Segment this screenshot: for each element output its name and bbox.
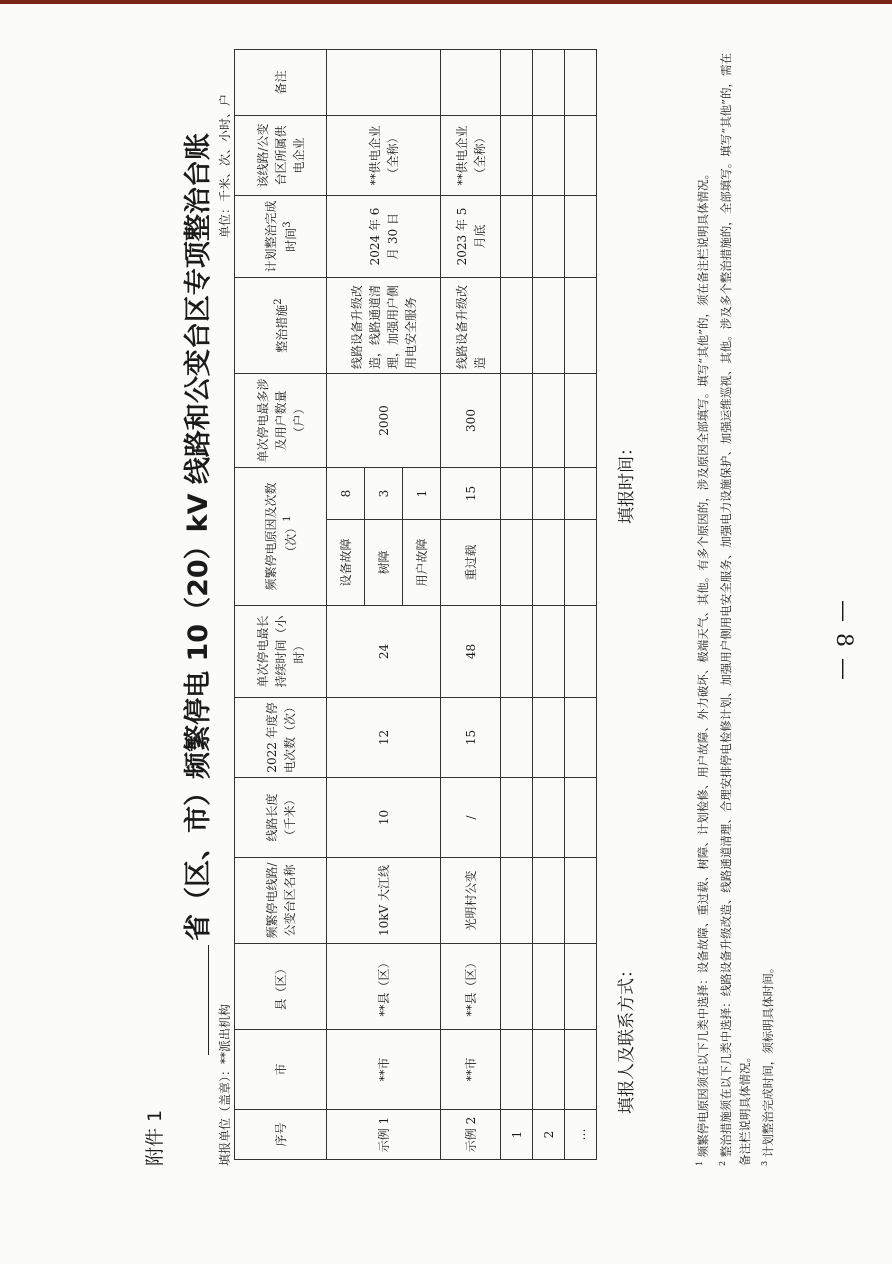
- header-max-users: 单次停电最多涉及用户数量（户）: [235, 374, 327, 468]
- header-plan-time-text: 计划整治完成时间: [263, 200, 298, 273]
- table-row: [501, 50, 533, 1160]
- footnote-3-sup: 3: [759, 1160, 769, 1166]
- header-city: 市: [235, 1030, 327, 1110]
- footnotes: [690, 46, 777, 1166]
- cell-empty: [501, 196, 533, 278]
- cell-empty: [501, 606, 533, 698]
- cell-empty: [501, 50, 533, 116]
- table-row: [565, 50, 597, 1160]
- cell-empty: [501, 944, 533, 1030]
- header-outages-2022: 2022 年度停电次数（次）: [235, 698, 327, 778]
- header-measures-text: 整治措施: [274, 304, 289, 353]
- cell-empty: [533, 374, 565, 468]
- footnote-1: [690, 46, 713, 1166]
- cell-empty: [565, 1030, 597, 1110]
- cell-reason-count: 3: [365, 468, 403, 520]
- footnote-2-text: 整治措施须在以下几类中选择：线路设备升级改造、线路通道清理、合理安排停电检修计划、加强用户侧用电安全服务、加强电力设施保护、加强运维巡视、其他。涉及多个整治措施的，全部填写。填写“其他”的，需在备注栏说明具体情况。: [718, 53, 752, 1166]
- footnote-1-text: 频繁停电原因须在以下几类中选择：设备故障、重过载、树障、计划检修、用户故障、外力破坏、极端天气、其他。有多个原因的，涉及原因全部填写。填写“其他”的，须在备注栏说明具体情况。: [695, 168, 710, 1158]
- header-max-duration: 单次停电最长持续时间（小时）: [235, 606, 327, 698]
- header-enterprise: 该线路/公变台区所属供电企业: [235, 116, 327, 196]
- cell-measures: 线路设备升级改造: [441, 278, 501, 374]
- cell-length: 10: [327, 778, 441, 858]
- cell-enterprise: **供电企业（全称）: [327, 116, 441, 196]
- cell-empty: [565, 374, 597, 468]
- cell-empty: [501, 116, 533, 196]
- cell-max-duration: 48: [441, 606, 501, 698]
- cell-city: **市: [327, 1030, 441, 1110]
- cell-empty: [533, 468, 565, 520]
- cell-empty: [533, 196, 565, 278]
- cell-empty: [565, 196, 597, 278]
- cell-empty: [533, 116, 565, 196]
- footnote-3: [755, 46, 778, 1166]
- header-plan-time: [235, 196, 327, 278]
- cell-empty: [565, 278, 597, 374]
- page-number: — 8 —: [831, 600, 856, 682]
- cell-empty: [565, 116, 597, 196]
- cell-outages-2022: 12: [327, 698, 441, 778]
- cell-county: **县（区）: [441, 944, 501, 1030]
- cell-reason-count: 15: [441, 468, 501, 520]
- cell-reason-name: 设备故障: [327, 520, 365, 606]
- table-row: [533, 50, 565, 1160]
- cell-max-users: 300: [441, 374, 501, 468]
- cell-empty: [565, 468, 597, 520]
- cell-seq: 示例 1: [327, 1110, 441, 1160]
- cell-empty: [501, 374, 533, 468]
- cell-empty: [565, 778, 597, 858]
- header-county: 县（区）: [235, 944, 327, 1030]
- appendix-label: 附件 1: [144, 1109, 166, 1166]
- cell-empty: [501, 468, 533, 520]
- cell-seq: 2: [533, 1110, 565, 1160]
- fill-time: 填报时间：: [617, 439, 637, 524]
- cell-empty: [533, 1030, 565, 1110]
- cell-empty: [533, 520, 565, 606]
- filler-unit: 填报单位（盖章）：**派出机构: [218, 1003, 232, 1166]
- header-plan-time-sup: 3: [281, 221, 293, 228]
- cell-remark: [327, 50, 441, 116]
- cell-reason-name: 树障: [365, 520, 403, 606]
- cell-county: **县（区）: [327, 944, 441, 1030]
- cell-city: **市: [441, 1030, 501, 1110]
- footnote-1-sup: 1: [695, 1160, 704, 1166]
- cell-empty: [501, 1030, 533, 1110]
- cell-empty: [565, 520, 597, 606]
- cell-max-duration: 24: [327, 606, 441, 698]
- header-seq: 序号: [235, 1110, 327, 1160]
- cell-line-name: 10kV 大江线: [327, 858, 441, 944]
- cell-empty: [565, 858, 597, 944]
- title-text: 省（区、市）频繁停电 10（20）kV 线路和公变台区专项整治台账: [183, 133, 214, 941]
- cell-seq: 示例 2: [441, 1110, 501, 1160]
- cell-enterprise: **供电企业（全称）: [441, 116, 501, 196]
- province-blank: [186, 945, 209, 1055]
- header-reason: [235, 468, 327, 606]
- cell-empty: [501, 698, 533, 778]
- cell-empty: [501, 858, 533, 944]
- cell-empty: [565, 698, 597, 778]
- cell-reason-count: 8: [327, 468, 365, 520]
- cell-empty: [533, 50, 565, 116]
- cell-empty: [533, 606, 565, 698]
- header-measures: [235, 278, 327, 374]
- ledger-table: [234, 49, 597, 1160]
- cell-plan-time: 2023 年 5 月底: [441, 196, 501, 278]
- cell-empty: [501, 278, 533, 374]
- table-row: [441, 50, 501, 1160]
- cell-max-users: 2000: [327, 374, 441, 468]
- cell-seq: …: [565, 1110, 597, 1160]
- footnote-3-text: 计划整治完成时间，须标明具体时间。: [760, 961, 775, 1158]
- cell-empty: [533, 278, 565, 374]
- cell-reason-name: 用户故障: [403, 520, 441, 606]
- cell-empty: [565, 606, 597, 698]
- cell-empty: [565, 944, 597, 1030]
- table-row: [327, 50, 365, 1160]
- document-title: [176, 4, 215, 1184]
- cell-length: /: [441, 778, 501, 858]
- cell-empty: [501, 778, 533, 858]
- cell-seq: 1: [501, 1110, 533, 1160]
- cell-outages-2022: 15: [441, 698, 501, 778]
- header-measures-sup: 2: [272, 298, 284, 305]
- header-length: 线路长度（千米）: [235, 778, 327, 858]
- header-row: [235, 50, 327, 1160]
- header-reason-sup: 1: [281, 515, 293, 522]
- cell-empty: [533, 698, 565, 778]
- cell-reason-count: 1: [403, 468, 441, 520]
- cell-empty: [533, 944, 565, 1030]
- cell-reason-name: 重过载: [441, 520, 501, 606]
- header-line-name: 频繁停电线路/公变台区名称: [235, 858, 327, 944]
- cell-line-name: 光明村公变: [441, 858, 501, 944]
- cell-plan-time: 2024 年 6 月 30 日: [327, 196, 441, 278]
- cell-measures: 线路设备升级改造，线路通道清理，加强用户侧用电安全服务: [327, 278, 441, 374]
- cell-remark: [441, 50, 501, 116]
- footnote-2-sup: 2: [717, 1160, 727, 1166]
- cell-empty: [565, 50, 597, 116]
- header-reason-text: 频繁停电原因及次数（次）: [263, 482, 298, 591]
- cell-empty: [501, 520, 533, 606]
- cell-empty: [533, 778, 565, 858]
- filler-contact: 填报人及联系方式：: [617, 961, 637, 1114]
- cell-empty: [533, 858, 565, 944]
- footnote-2: [713, 46, 755, 1166]
- units-note: 单位：千米、次、小时、户: [218, 94, 232, 239]
- header-remark: 备注: [235, 50, 327, 116]
